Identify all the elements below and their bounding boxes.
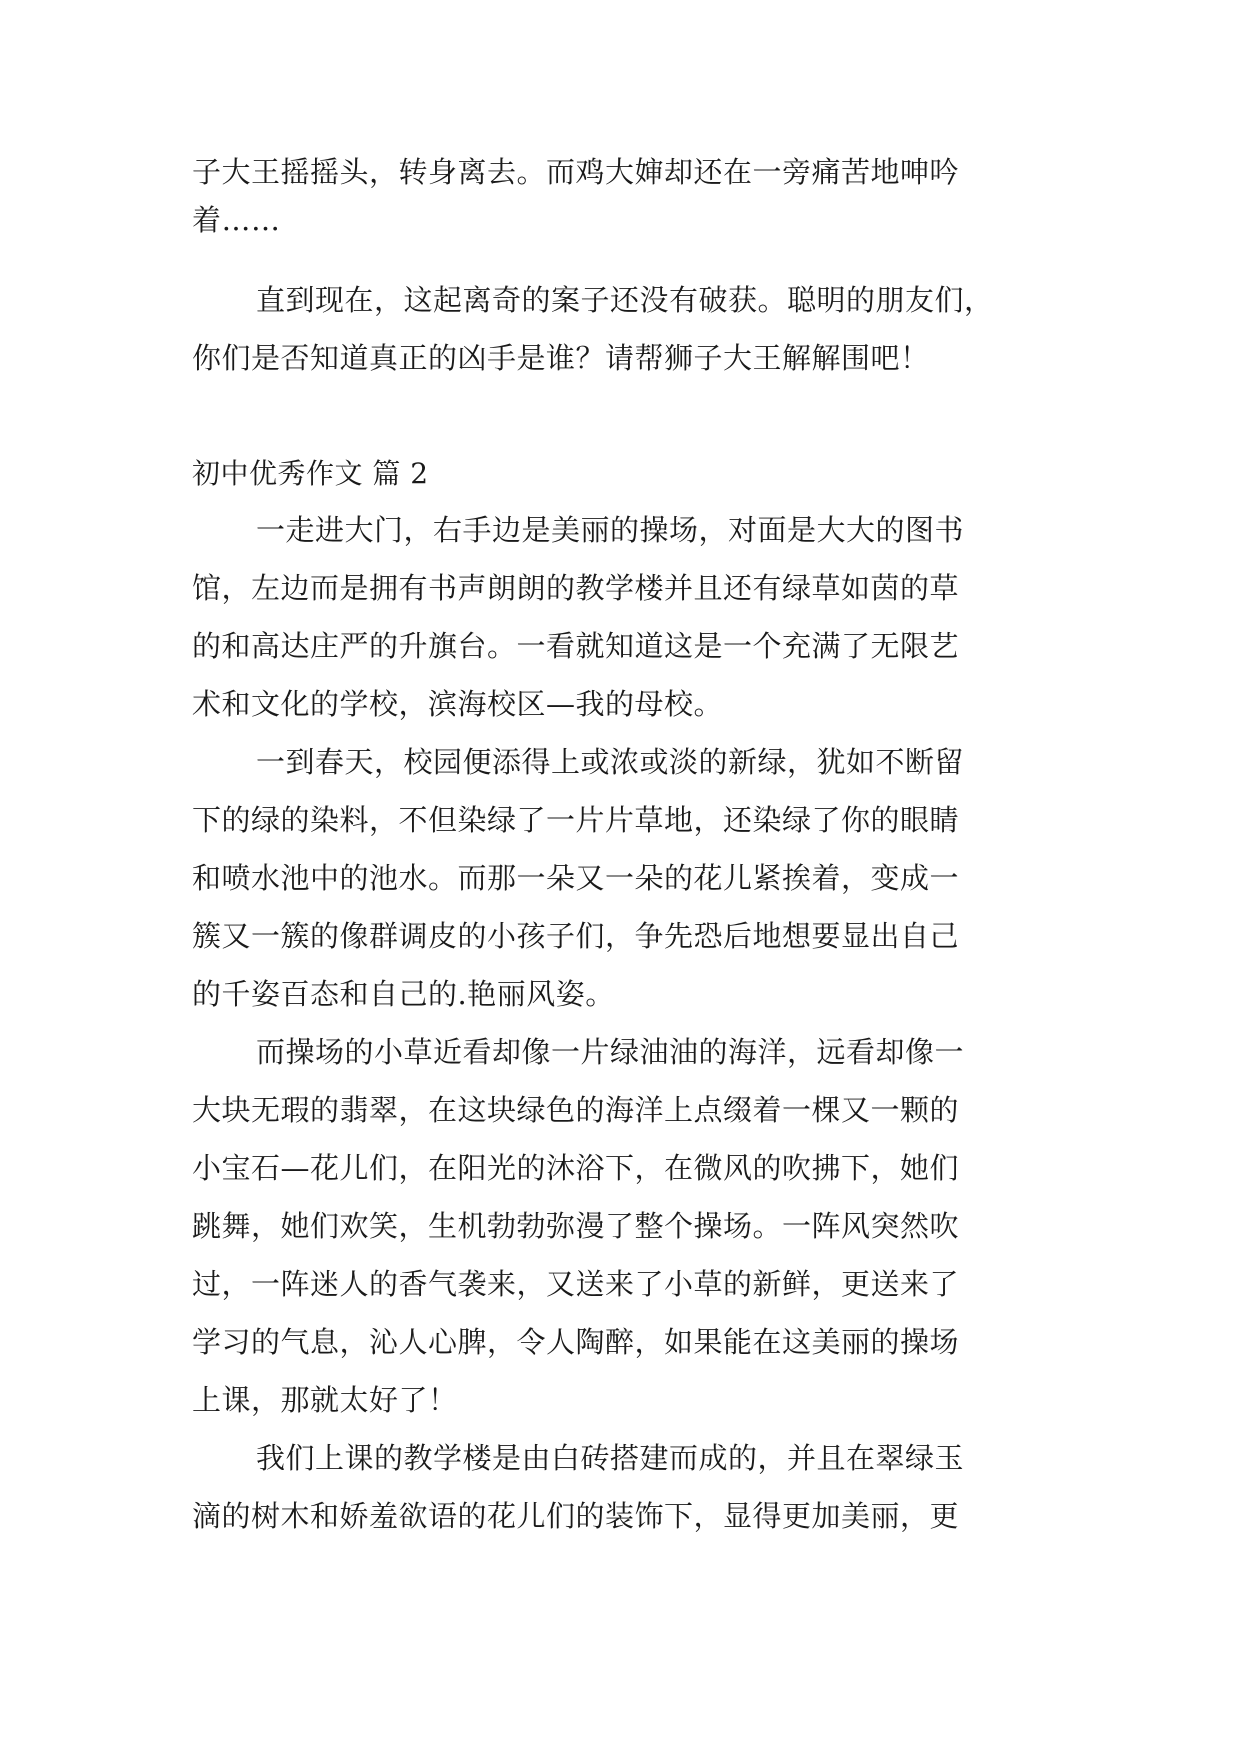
paragraph-line: 下的绿的染料，不但染绿了一片片草地，还染绿了你的眼睛: [192, 803, 960, 837]
paragraph-line: 一走进大门，右手边是美丽的操场，对面是大大的图书: [256, 513, 965, 547]
paragraph-line: 上课，那就太好了！: [192, 1383, 458, 1417]
paragraph-line: 过，一阵迷人的香气袭来，又送来了小草的新鲜，更送来了: [192, 1267, 960, 1301]
paragraph-line: 的千姿百态和自己的.艳丽风姿。: [192, 977, 615, 1011]
section-heading: 初中优秀作文 篇 2: [192, 457, 429, 490]
paragraph-line: 的和高达庄严的升旗台。一看就知道这是一个充满了无限艺: [192, 629, 960, 663]
paragraph-line: 我们上课的教学楼是由白砖搭建而成的，并且在翠绿玉: [256, 1441, 965, 1475]
paragraph-line: 馆，左边而是拥有书声朗朗的教学楼并且还有绿草如茵的草: [192, 571, 960, 605]
paragraph-line: 学习的气息，沁人心脾，令人陶醉，如果能在这美丽的操场: [192, 1325, 960, 1359]
paragraph-line: 而操场的小草近看却像一片绿油油的海洋，远看却像一: [256, 1035, 965, 1069]
paragraph-line: 术和文化的学校，滨海校区—我的母校。: [192, 687, 724, 721]
paragraph-line: 着……: [192, 203, 281, 237]
paragraph-line: 滴的树木和娇羞欲语的花儿们的装饰下，显得更加美丽，更: [192, 1499, 960, 1533]
paragraph-line: 跳舞，她们欢笑，生机勃勃弥漫了整个操场。一阵风突然吹: [192, 1209, 960, 1243]
paragraph-line: 直到现在，这起离奇的案子还没有破获。聪明的朋友们，: [256, 283, 994, 317]
paragraph-line: 一到春天，校园便添得上或浓或淡的新绿，犹如不断留: [256, 745, 965, 779]
paragraph-line: 子大王摇摇头，转身离去。而鸡大婶却还在一旁痛苦地呻吟: [192, 155, 960, 189]
paragraph-line: 你们是否知道真正的凶手是谁？请帮狮子大王解解围吧！: [192, 341, 930, 375]
paragraph-line: 小宝石—花儿们，在阳光的沐浴下，在微风的吹拂下，她们: [192, 1151, 960, 1185]
paragraph-line: 大块无瑕的翡翠，在这块绿色的海洋上点缀着一棵又一颗的: [192, 1093, 960, 1127]
paragraph-line: 和喷水池中的池水。而那一朵又一朵的花儿紧挨着，变成一: [192, 861, 960, 895]
paragraph-line: 簇又一簇的像群调皮的小孩子们，争先恐后地想要显出自己: [192, 919, 960, 953]
